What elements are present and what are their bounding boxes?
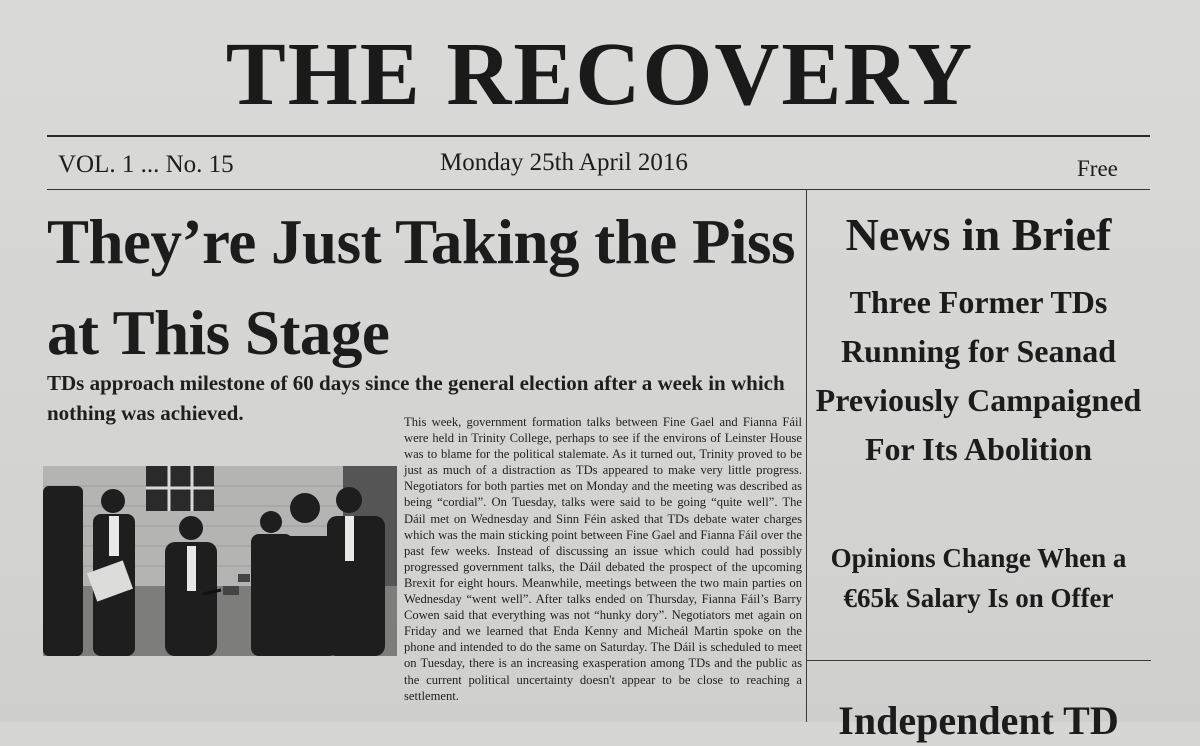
press-conference-photo <box>43 466 397 656</box>
lead-headline: They’re Just Taking the Piss at This Stage <box>47 207 795 368</box>
lead-standfirst: TDs approach milestone of 60 days since the general election after a week in which nothing was achieved. <box>47 371 785 425</box>
masthead-title: THE RECOVERY <box>225 25 975 124</box>
brief-headline: Independent TD <box>838 698 1119 743</box>
lead-body-text: This week, government formation talks between Fine Gael and Fianna Fáil were held in Trinity College, perhaps to see if the environs of Leinster House was to blame for the political stalemate. As it turned out, Trinity proved to be just as much of a distraction as TDs appeared to make very little progress. Negotiators for both parties met on Monday and the meeting was described as being “cordial”. On Tuesday, talks were said to be going “quite well”. The Dáil met on Wednesday and Sinn Féin asked that TDs debate water charges which was the main sticking point between Fine Gael and Fianna Fáil over the past few weeks. Instead of discussing an issue which could had possibly progressed government talks, the Dáil debated the prospect of the upcoming Brexit for eight hours. Meanwhile, meetings between the two main parties on Wednesday “went well”. After talks ended on Thursday, Fianna Fáil’s Barry Cowen said that everything was not “hunky dory”. Negotiators met again on Friday and we learned that Enda Kenny and Micheál Martin spoke on the phone and intended to do the same on Saturday. The Dáil is scheduled to meet on Tuesday, there is an increasing exasperation among TDs and the public as the current political uncertainty doesn't appear to be close to reaching a settlement. <box>404 415 802 703</box>
masthead-rule <box>47 135 1150 137</box>
volume-number: VOL. 1 ... No. 15 <box>58 151 234 178</box>
dateline-rule <box>47 189 1150 190</box>
issue-price: Free <box>1077 156 1118 181</box>
brief-headline: Three Former TDs Running for Seanad Previously Campaigned For Its Abolition <box>815 284 1142 467</box>
brief-headline: Opinions Change When a €65k Salary Is on Offer <box>830 543 1127 613</box>
brief-divider <box>806 660 1151 661</box>
issue-date: Monday 25th April 2016 <box>440 149 688 176</box>
news-in-brief-title: News in Brief <box>845 209 1112 260</box>
